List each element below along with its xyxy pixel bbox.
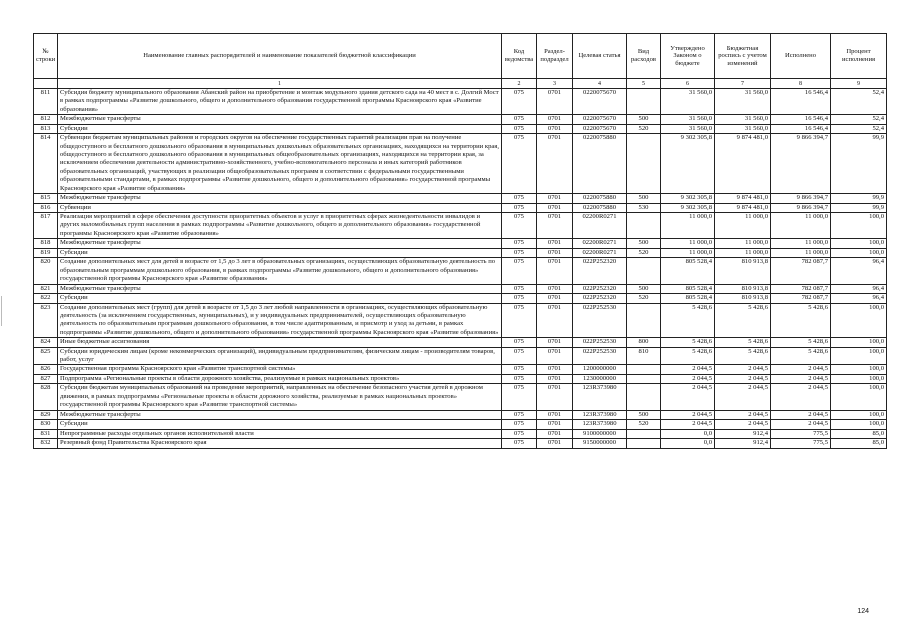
row-number: 817 <box>34 213 58 239</box>
row-expense-kind <box>627 134 661 194</box>
row-number: 816 <box>34 203 58 213</box>
table-row <box>34 213 887 239</box>
row-section: 0701 <box>537 89 573 115</box>
header-budget-list: Бюджетная роспись с учетом изменений <box>715 34 771 79</box>
row-department-code: 075 <box>502 248 537 258</box>
budget-execution-table <box>33 33 887 449</box>
table-row <box>34 248 887 258</box>
row-executed-amount: 2 044,5 <box>771 410 831 420</box>
row-number: 829 <box>34 410 58 420</box>
row-approved-amount: 0,0 <box>661 429 715 439</box>
table-row <box>34 347 887 365</box>
row-percent: 100,0 <box>831 365 887 375</box>
table-row <box>34 115 887 125</box>
row-expense-kind: 500 <box>627 115 661 125</box>
row-expense-kind: 520 <box>627 124 661 134</box>
row-executed-amount: 2 044,5 <box>771 384 831 410</box>
row-target-article: 0220075880 <box>573 134 627 194</box>
row-number: 819 <box>34 248 58 258</box>
row-section: 0701 <box>537 203 573 213</box>
row-description: Субсидии <box>58 294 502 304</box>
row-section: 0701 <box>537 124 573 134</box>
row-percent: 100,0 <box>831 303 887 338</box>
row-number: 820 <box>34 258 58 284</box>
row-target-article: 02200R0271 <box>573 239 627 249</box>
row-description: Создание дополнительных мест (групп) для детей в возрасте от 1,5 до 3 лет любой направленности в организациях, осуществляющих образовательную деятельность (за исключением государственных, муниципальных), и у индивидуальных предпринимателей, осуществляющих образовательную деятельность по образовательным программам дошкольного образования, в том числе адаптированным, и присмотр и уход за детьми, в рамках подпрограммы «Развитие дошкольного, общего и дополнительного образования» государственной программы Красноярского края «Развитие образования» <box>58 303 502 338</box>
column-number: 4 <box>573 79 627 89</box>
row-section: 0701 <box>537 429 573 439</box>
row-target-article: 0220075880 <box>573 194 627 204</box>
row-section: 0701 <box>537 439 573 449</box>
table-row <box>34 384 887 410</box>
row-budget-amount: 2 044,5 <box>715 420 771 430</box>
row-number: 823 <box>34 303 58 338</box>
table-row <box>34 89 887 115</box>
row-department-code: 075 <box>502 384 537 410</box>
row-budget-amount: 810 913,8 <box>715 294 771 304</box>
row-approved-amount: 805 528,4 <box>661 294 715 304</box>
row-budget-amount: 2 044,5 <box>715 384 771 410</box>
row-budget-amount: 9 874 481,0 <box>715 203 771 213</box>
row-target-article: 9100000000 <box>573 429 627 439</box>
row-executed-amount: 5 428,6 <box>771 303 831 338</box>
row-percent: 100,0 <box>831 248 887 258</box>
row-description: Субвенции <box>58 203 502 213</box>
row-description: Межбюджетные трансферты <box>58 410 502 420</box>
row-department-code: 075 <box>502 294 537 304</box>
row-percent: 52,4 <box>831 115 887 125</box>
row-target-article: 123R373980 <box>573 384 627 410</box>
row-expense-kind: 810 <box>627 347 661 365</box>
row-department-code: 075 <box>502 203 537 213</box>
row-percent: 52,4 <box>831 89 887 115</box>
row-target-article: 022P252320 <box>573 284 627 294</box>
row-percent: 100,0 <box>831 374 887 384</box>
row-expense-kind <box>627 365 661 375</box>
row-approved-amount: 31 560,0 <box>661 115 715 125</box>
row-percent: 100,0 <box>831 239 887 249</box>
row-number: 812 <box>34 115 58 125</box>
row-department-code: 075 <box>502 284 537 294</box>
row-description: Субсидии <box>58 124 502 134</box>
row-expense-kind: 500 <box>627 194 661 204</box>
row-description: Межбюджетные трансферты <box>58 194 502 204</box>
scan-margin-mark <box>1 296 2 326</box>
row-expense-kind <box>627 374 661 384</box>
row-executed-amount: 5 428,6 <box>771 347 831 365</box>
row-description: Создание дополнительных мест для детей в возрасте от 1,5 до 3 лет в образовательных организациях, осуществляющих образовательную деятельность по образовательным программам дошкольного образования, в рамках подпрограммы «Развитие дошкольного, общего и дополнительного образования» государственной программы Красноярского края «Развитие образования» <box>58 258 502 284</box>
row-description: Субсидии <box>58 248 502 258</box>
row-executed-amount: 11 000,0 <box>771 213 831 239</box>
row-budget-amount: 5 428,6 <box>715 303 771 338</box>
row-section: 0701 <box>537 303 573 338</box>
row-approved-amount: 5 428,6 <box>661 303 715 338</box>
row-department-code: 075 <box>502 124 537 134</box>
row-description: Подпрограмма «Региональные проекты в области дорожного хозяйства, реализуемые в рамках национальных проектов» <box>58 374 502 384</box>
row-executed-amount: 782 087,7 <box>771 258 831 284</box>
row-section: 0701 <box>537 134 573 194</box>
row-number: 831 <box>34 429 58 439</box>
row-executed-amount: 9 866 394,7 <box>771 203 831 213</box>
row-section: 0701 <box>537 194 573 204</box>
header-row <box>34 34 887 79</box>
header-section: Раздел-подраздел <box>537 34 573 79</box>
row-expense-kind <box>627 384 661 410</box>
column-number: 6 <box>661 79 715 89</box>
row-section: 0701 <box>537 248 573 258</box>
row-budget-amount: 11 000,0 <box>715 213 771 239</box>
row-approved-amount: 2 044,5 <box>661 420 715 430</box>
row-approved-amount: 2 044,5 <box>661 374 715 384</box>
row-target-article: 0220075670 <box>573 124 627 134</box>
row-target-article: 123R373980 <box>573 410 627 420</box>
row-budget-amount: 2 044,5 <box>715 410 771 420</box>
row-percent: 100,0 <box>831 347 887 365</box>
row-budget-amount: 810 913,8 <box>715 284 771 294</box>
table-row <box>34 284 887 294</box>
row-executed-amount: 16 546,4 <box>771 89 831 115</box>
row-target-article: 022P252320 <box>573 294 627 304</box>
row-description: Межбюджетные трансферты <box>58 284 502 294</box>
row-percent: 100,0 <box>831 384 887 410</box>
row-target-article: 0220075670 <box>573 89 627 115</box>
column-number: 3 <box>537 79 573 89</box>
row-description: Субсидии юридическим лицам (кроме некоммерческих организаций), индивидуальным предпринимателям, физическим лицам - производителям товаров, работ, услуг <box>58 347 502 365</box>
row-number: 824 <box>34 338 58 348</box>
table-row <box>34 429 887 439</box>
row-expense-kind <box>627 213 661 239</box>
row-section: 0701 <box>537 284 573 294</box>
row-description: Реализация мероприятий в сфере обеспечения доступности приоритетных объектов и услуг в приоритетных сферах жизнедеятельности инвалидов и других маломобильных групп населения в рамках подпрограммы «Развитие дошкольного, общего и дополнительного образования» государственной программы Красноярского края «Развитие образования» <box>58 213 502 239</box>
row-budget-amount: 9 874 481,0 <box>715 134 771 194</box>
row-number: 825 <box>34 347 58 365</box>
row-department-code: 075 <box>502 410 537 420</box>
table-row <box>34 294 887 304</box>
row-percent: 99,9 <box>831 203 887 213</box>
row-department-code: 075 <box>502 115 537 125</box>
row-number: 818 <box>34 239 58 249</box>
header-kind: Вид расходов <box>627 34 661 79</box>
row-target-article: 022P252320 <box>573 258 627 284</box>
row-department-code: 075 <box>502 374 537 384</box>
row-approved-amount: 11 000,0 <box>661 248 715 258</box>
row-department-code: 075 <box>502 213 537 239</box>
row-executed-amount: 16 546,4 <box>771 115 831 125</box>
table-row <box>34 410 887 420</box>
row-expense-kind <box>627 439 661 449</box>
row-target-article: 123R373980 <box>573 420 627 430</box>
row-target-article: 0220075670 <box>573 115 627 125</box>
row-department-code: 075 <box>502 239 537 249</box>
row-target-article: 0220075880 <box>573 203 627 213</box>
row-target-article: 1200000000 <box>573 365 627 375</box>
row-budget-amount: 810 913,8 <box>715 258 771 284</box>
row-section: 0701 <box>537 338 573 348</box>
row-description: Межбюджетные трансферты <box>58 239 502 249</box>
row-section: 0701 <box>537 258 573 284</box>
row-expense-kind: 520 <box>627 248 661 258</box>
row-executed-amount: 782 087,7 <box>771 284 831 294</box>
row-budget-amount: 5 428,6 <box>715 347 771 365</box>
header-line-no: № строки <box>34 34 58 79</box>
column-number: 1 <box>58 79 502 89</box>
page-number: 124 <box>857 608 869 615</box>
row-expense-kind: 500 <box>627 410 661 420</box>
header-target: Целевая статья <box>573 34 627 79</box>
row-department-code: 075 <box>502 429 537 439</box>
column-number <box>34 79 58 89</box>
row-budget-amount: 31 560,0 <box>715 89 771 115</box>
row-expense-kind <box>627 303 661 338</box>
row-executed-amount: 5 428,6 <box>771 338 831 348</box>
row-approved-amount: 5 428,6 <box>661 347 715 365</box>
row-executed-amount: 2 044,5 <box>771 365 831 375</box>
row-percent: 100,0 <box>831 420 887 430</box>
row-executed-amount: 2 044,5 <box>771 420 831 430</box>
row-department-code: 075 <box>502 338 537 348</box>
row-approved-amount: 11 000,0 <box>661 213 715 239</box>
row-expense-kind: 800 <box>627 338 661 348</box>
row-approved-amount: 2 044,5 <box>661 384 715 410</box>
row-description: Иные бюджетные ассигнования <box>58 338 502 348</box>
table-row <box>34 194 887 204</box>
row-section: 0701 <box>537 420 573 430</box>
table-row <box>34 124 887 134</box>
table-row <box>34 239 887 249</box>
row-expense-kind <box>627 429 661 439</box>
row-section: 0701 <box>537 294 573 304</box>
row-percent: 100,0 <box>831 213 887 239</box>
row-target-article: 022P252530 <box>573 347 627 365</box>
row-department-code: 075 <box>502 420 537 430</box>
row-number: 826 <box>34 365 58 375</box>
row-target-article: 022P252530 <box>573 338 627 348</box>
row-section: 0701 <box>537 384 573 410</box>
row-budget-amount: 11 000,0 <box>715 248 771 258</box>
row-executed-amount: 775,5 <box>771 439 831 449</box>
row-number: 821 <box>34 284 58 294</box>
row-description: Резервный фонд Правительства Красноярского края <box>58 439 502 449</box>
row-budget-amount: 912,4 <box>715 429 771 439</box>
row-budget-amount: 31 560,0 <box>715 115 771 125</box>
row-section: 0701 <box>537 213 573 239</box>
row-number: 828 <box>34 384 58 410</box>
row-percent: 100,0 <box>831 410 887 420</box>
row-approved-amount: 0,0 <box>661 439 715 449</box>
row-department-code: 075 <box>502 303 537 338</box>
row-number: 830 <box>34 420 58 430</box>
row-department-code: 075 <box>502 194 537 204</box>
row-description: Межбюджетные трансферты <box>58 115 502 125</box>
row-approved-amount: 2 044,5 <box>661 410 715 420</box>
row-executed-amount: 2 044,5 <box>771 374 831 384</box>
table-row <box>34 365 887 375</box>
row-approved-amount: 31 560,0 <box>661 89 715 115</box>
row-budget-amount: 912,4 <box>715 439 771 449</box>
table-row <box>34 258 887 284</box>
row-section: 0701 <box>537 115 573 125</box>
row-department-code: 075 <box>502 439 537 449</box>
row-description: Субсидии бюджетам муниципальных образований на проведение мероприятий, направленных на обеспечение безопасного участия детей в дорожном движении, в рамках подпрограммы «Региональные проекты в области дорожного хозяйства, реализуемые в рамках национальных проектов» государственной программы Красноярского края «Развитие транспортной системы» <box>58 384 502 410</box>
budget-report-sheet <box>33 33 886 449</box>
row-target-article: 022P252530 <box>573 303 627 338</box>
row-section: 0701 <box>537 365 573 375</box>
row-description: Государственная программа Красноярского края «Развитие транспортной системы» <box>58 365 502 375</box>
row-percent: 85,0 <box>831 429 887 439</box>
row-number: 822 <box>34 294 58 304</box>
row-description: Субвенции бюджетам муниципальных районов и городских округов на обеспечение государственных гарантий реализации прав на получение общедоступного и бесплатного дошкольного образования в муниципальных дошкольных образовательных организациях, находящихся на территории края, общедоступного и бесплатного дошкольного образования в муниципальных общеобразовательных организациях, находящихся на территории края, за исключением обеспечения деятельности административно-хозяйственного, учебно-вспомогательного персонала и иных категорий работников образовательных организаций, участвующих в реализации общеобразовательных программ в соответствии с федеральными государственными образовательными стандартами, в рамках подпрограммы «Развитие дошкольного, общего и дополнительного образования» государственной программы Красноярского края «Развитие образования» <box>58 134 502 194</box>
table-row <box>34 303 887 338</box>
row-description: Субсидии <box>58 420 502 430</box>
row-budget-amount: 31 560,0 <box>715 124 771 134</box>
row-description: Непрограммные расходы отдельных органов исполнительной власти <box>58 429 502 439</box>
row-approved-amount: 31 560,0 <box>661 124 715 134</box>
row-section: 0701 <box>537 410 573 420</box>
table-row <box>34 439 887 449</box>
row-budget-amount: 2 044,5 <box>715 374 771 384</box>
header-percent: Процент исполнения <box>831 34 887 79</box>
row-section: 0701 <box>537 239 573 249</box>
row-number: 827 <box>34 374 58 384</box>
row-department-code: 075 <box>502 347 537 365</box>
row-percent: 96,4 <box>831 258 887 284</box>
row-budget-amount: 9 874 481,0 <box>715 194 771 204</box>
row-percent: 96,4 <box>831 284 887 294</box>
row-approved-amount: 11 000,0 <box>661 239 715 249</box>
row-number: 832 <box>34 439 58 449</box>
row-percent: 52,4 <box>831 124 887 134</box>
table-row <box>34 374 887 384</box>
table-row <box>34 338 887 348</box>
row-expense-kind: 520 <box>627 420 661 430</box>
row-number: 811 <box>34 89 58 115</box>
row-executed-amount: 11 000,0 <box>771 239 831 249</box>
row-expense-kind: 500 <box>627 239 661 249</box>
row-percent: 99,9 <box>831 194 887 204</box>
row-target-article: 9150000000 <box>573 439 627 449</box>
row-target-article: 1230000000 <box>573 374 627 384</box>
header-name: Наименование главных распорядителей и наименование показателей бюджетной классификации <box>58 34 502 79</box>
row-executed-amount: 9 866 394,7 <box>771 134 831 194</box>
table-body <box>34 89 887 449</box>
row-approved-amount: 9 302 305,8 <box>661 203 715 213</box>
row-percent: 100,0 <box>831 338 887 348</box>
header-approved: Утверждено Законом о бюджете <box>661 34 715 79</box>
row-budget-amount: 2 044,5 <box>715 365 771 375</box>
row-approved-amount: 805 528,4 <box>661 284 715 294</box>
row-executed-amount: 782 087,7 <box>771 294 831 304</box>
row-target-article: 02200R0271 <box>573 248 627 258</box>
header-executed: Исполнено <box>771 34 831 79</box>
row-budget-amount: 5 428,6 <box>715 338 771 348</box>
row-executed-amount: 16 546,4 <box>771 124 831 134</box>
row-approved-amount: 2 044,5 <box>661 365 715 375</box>
header-code: Код ведомства <box>502 34 537 79</box>
row-expense-kind <box>627 89 661 115</box>
row-section: 0701 <box>537 374 573 384</box>
row-department-code: 075 <box>502 89 537 115</box>
row-expense-kind: 530 <box>627 203 661 213</box>
table-row <box>34 420 887 430</box>
row-percent: 99,9 <box>831 134 887 194</box>
row-executed-amount: 775,5 <box>771 429 831 439</box>
row-expense-kind <box>627 258 661 284</box>
table-row <box>34 203 887 213</box>
row-expense-kind: 520 <box>627 294 661 304</box>
row-executed-amount: 11 000,0 <box>771 248 831 258</box>
row-percent: 96,4 <box>831 294 887 304</box>
table-row <box>34 134 887 194</box>
row-number: 813 <box>34 124 58 134</box>
row-number: 814 <box>34 134 58 194</box>
row-department-code: 075 <box>502 258 537 284</box>
row-executed-amount: 9 866 394,7 <box>771 194 831 204</box>
column-number-row <box>34 79 887 89</box>
row-target-article: 02200R0271 <box>573 213 627 239</box>
column-number: 2 <box>502 79 537 89</box>
column-number: 7 <box>715 79 771 89</box>
row-number: 815 <box>34 194 58 204</box>
row-department-code: 075 <box>502 365 537 375</box>
column-number: 9 <box>831 79 887 89</box>
row-percent: 85,0 <box>831 439 887 449</box>
row-description: Субсидия бюджету муниципального образования Абанский район на приобретение и монтаж модульного здания детского сада на 40 мест в с. Долгий Мост в рамках подпрограммы «Развитие дошкольного, общего и дополнительного образования государственной программы Красноярского края «Развитие образования» <box>58 89 502 115</box>
row-approved-amount: 5 428,6 <box>661 338 715 348</box>
column-number: 8 <box>771 79 831 89</box>
row-approved-amount: 9 302 305,8 <box>661 134 715 194</box>
row-department-code: 075 <box>502 134 537 194</box>
row-expense-kind: 500 <box>627 284 661 294</box>
row-section: 0701 <box>537 347 573 365</box>
row-budget-amount: 11 000,0 <box>715 239 771 249</box>
column-number: 5 <box>627 79 661 89</box>
row-approved-amount: 9 302 305,8 <box>661 194 715 204</box>
row-approved-amount: 805 528,4 <box>661 258 715 284</box>
